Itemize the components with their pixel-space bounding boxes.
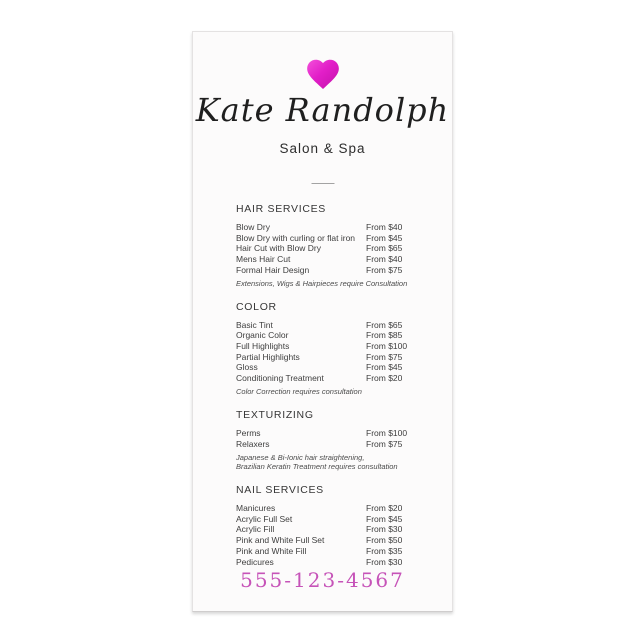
service-name: Conditioning Treatment [236, 373, 324, 384]
brand-subtitle: Salon & Spa [279, 141, 366, 156]
section-title: NAIL SERVICES [236, 484, 324, 497]
service-name: Blow Dry with curling or flat iron [236, 232, 356, 243]
service-row [236, 535, 428, 546]
service-price: From $35 [366, 545, 403, 556]
section-notes [236, 387, 428, 397]
service-name: Hair Cut with Blow Dry [236, 243, 322, 254]
service-name: Relaxers [236, 438, 270, 449]
service-row [236, 320, 428, 331]
service-name: Blow Dry [236, 222, 271, 232]
service-price: From $75 [366, 264, 403, 275]
service-row [236, 362, 428, 373]
service-row [236, 503, 428, 514]
service-price: From $45 [366, 513, 403, 524]
service-price: From $20 [366, 373, 403, 384]
service-name: Acrylic Fill [236, 524, 275, 535]
heart-icon [304, 55, 342, 90]
service-price: From $45 [366, 232, 403, 243]
section-note: Extensions, Wigs & Hairpieces require Consultation [236, 279, 408, 289]
section-title: COLOR [236, 300, 277, 313]
section-note: Japanese & Bi-Ionic hair straightening, [236, 452, 365, 462]
service-price: From $40 [366, 222, 403, 232]
service-name: Formal Hair Design [236, 264, 310, 275]
service-rows [236, 428, 428, 449]
service-name: Partial Highlights [236, 351, 300, 362]
menu-section [236, 203, 428, 289]
service-price: From $30 [366, 556, 403, 567]
service-name: Manicures [236, 503, 276, 514]
service-price: From $85 [366, 330, 403, 341]
section-note: Color Correction requires consultation [236, 387, 362, 397]
rack-card [192, 31, 453, 612]
service-name: Pedicures [236, 556, 274, 567]
service-price: From $65 [366, 319, 403, 330]
service-row [236, 243, 428, 254]
service-name: Pink and White Fill [236, 545, 307, 556]
service-row [236, 557, 428, 568]
service-price: From $100 [366, 427, 408, 438]
menu-section [236, 409, 428, 472]
service-rows [236, 503, 428, 567]
service-row [236, 373, 428, 384]
service-row [236, 254, 428, 265]
service-price: From $75 [366, 351, 403, 362]
service-name: Gloss [236, 362, 258, 373]
service-price: From $30 [366, 524, 403, 535]
service-name: Pink and White Full Set [236, 535, 325, 546]
service-row [236, 222, 428, 233]
service-row [236, 265, 428, 276]
service-name: Perms [236, 427, 261, 438]
brand-name: Kate Randolph [195, 91, 450, 129]
service-name: Full Highlights [236, 341, 290, 352]
service-row [236, 439, 428, 450]
section-title: HAIR SERVICES [236, 203, 327, 215]
menu [236, 203, 428, 579]
service-rows [236, 320, 428, 384]
service-row [236, 352, 428, 363]
section-title: TEXTURIZING [236, 408, 314, 421]
phone-number: 555-123-4567 [240, 568, 405, 592]
service-name: Basic Tint [236, 319, 273, 330]
service-price: From $40 [366, 254, 403, 265]
service-row [236, 546, 428, 557]
section-note: Brazilian Keratin Treatment requires consultation [236, 462, 398, 472]
service-price: From $20 [366, 503, 403, 514]
divider [311, 183, 334, 184]
service-row [236, 341, 428, 352]
service-name: Acrylic Full Set [236, 513, 293, 524]
section-notes [236, 453, 428, 472]
service-price: From $65 [366, 243, 403, 254]
service-name: Organic Color [236, 330, 289, 341]
service-row [236, 330, 428, 341]
service-price: From $75 [366, 438, 403, 449]
service-rows [236, 222, 428, 276]
service-price: From $100 [366, 341, 408, 352]
section-notes [236, 279, 428, 289]
service-row [236, 514, 428, 525]
service-price: From $45 [366, 362, 403, 373]
service-row [236, 524, 428, 535]
service-name: Mens Hair Cut [236, 254, 291, 265]
service-row [236, 428, 428, 439]
service-row [236, 233, 428, 244]
menu-section [236, 484, 428, 567]
service-price: From $50 [366, 535, 403, 546]
menu-section [236, 301, 428, 397]
